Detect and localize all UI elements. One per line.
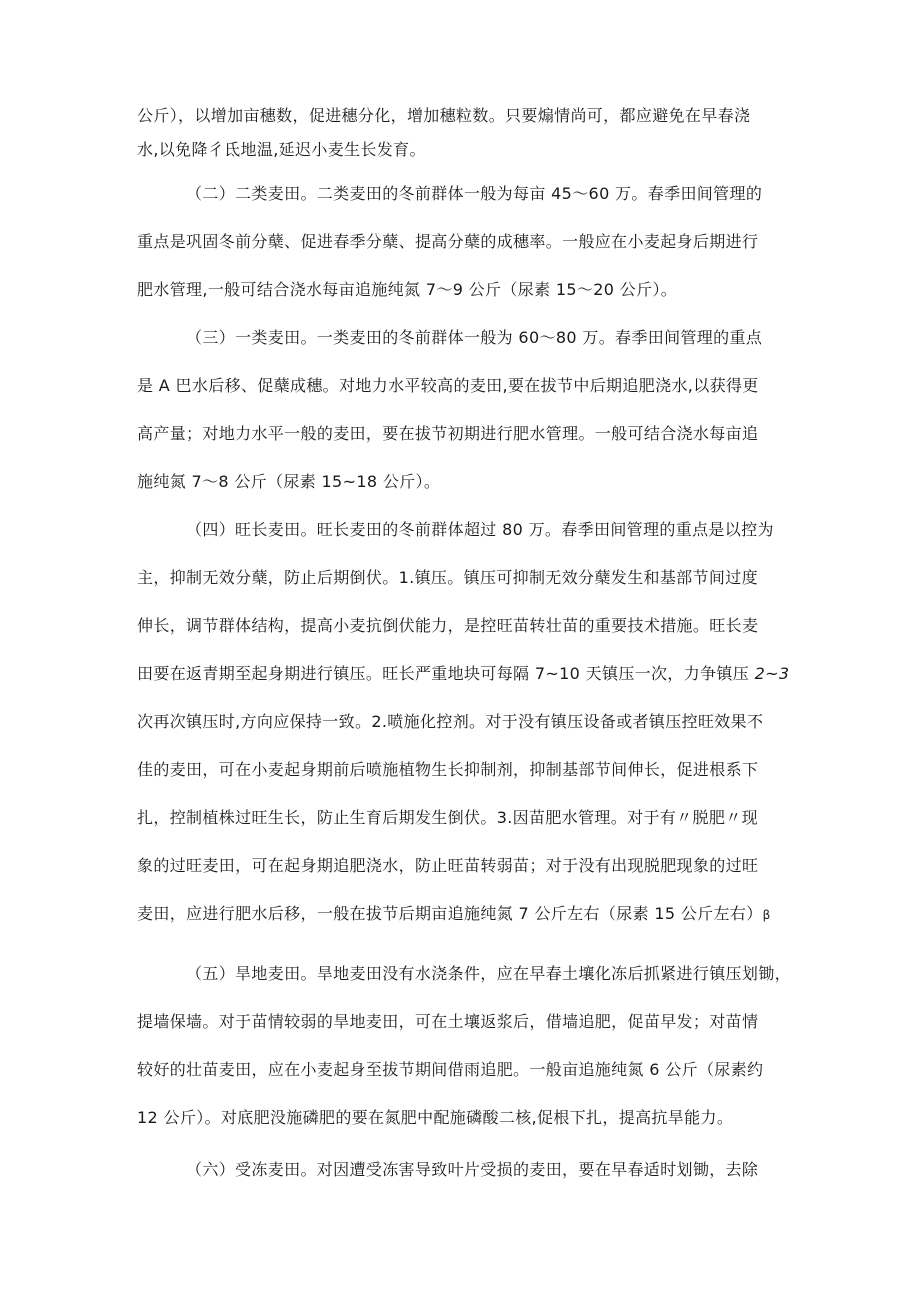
text-line: （五）旱地麦田。旱地麦田没有水浇条件，应在早春土壤化冻后抓紧进行镇压划锄， (186, 964, 791, 983)
text-line: 较好的壮苗麦田，应在小麦起身至拔节期间借雨追肥。一般亩追施纯氮 6 公斤（尿素约 (137, 1060, 764, 1079)
text-line: 次再次镇压时,方向应保持一致。2.喷施化控剂。对于没有镇压设备或者镇压控旺效果不 (137, 712, 764, 731)
text-line: 伸长，调节群体结构，提高小麦抗倒伏能力，是控旺苗转壮苗的重要技术措施。旺长麦 (137, 616, 759, 635)
text-line: 施纯氮 7～8 公斤（尿素 15~18 公斤）。 (137, 472, 441, 491)
text-line: 高产量；对地力水平一般的麦田，要在拔节初期进行肥水管理。一般可结合浇水每亩追 (137, 424, 759, 443)
text-line: 主，抑制无效分蘖，防止后期倒伏。1.镇压。镇压可抑制无效分蘖发生和基部节间过度 (137, 568, 758, 587)
italic-range: 2~3 (754, 664, 790, 683)
text-segment: 麦田，应进行肥水后移，一般在拔节后期亩追施纯氮 7 公斤左右（尿素 15 公斤左右） (137, 904, 763, 923)
text-line (137, 902, 787, 927)
text-line: 佳的麦田，可在小麦起身期前后喷施植物生长抑制剂，抑制基部节间伸长，促进根系下 (137, 760, 759, 779)
text-segment: 田要在返青期至起身期进行镇压。旺长严重地块可每隔 7~10 天镇压一次，力争镇压 (137, 664, 750, 683)
text-line (137, 662, 790, 686)
text-line: 水,以免降彳氐地温,延迟小麦生长发育。 (137, 140, 426, 159)
text-line: 肥水管理,一般可结合浇水每亩追施纯氮 7～9 公斤（尿素 15～20 公斤）。 (137, 280, 678, 299)
stray-char: β (762, 908, 771, 922)
text-line: 公斤），以增加亩穗数，促进穗分化，增加穗粒数。只要煽情尚可，都应避免在早春浇 (137, 106, 751, 125)
text-line: 重点是巩固冬前分蘖、促进春季分蘖、提高分蘖的成穗率。一般应在小麦起身后期进行 (137, 232, 759, 251)
text-line: 扎，控制植株过旺生长，防止生育后期发生倒伏。3.因苗肥水管理。对于有〃脱肥〃现 (137, 808, 758, 827)
text-line: 是 A 巴水后移、促蘖成穗。对地力水平较高的麦田,要在拔节中后期追肥浇水,以获得更 (137, 376, 759, 395)
text-line: （二）二类麦田。二类麦田的冬前群体一般为每亩 45～60 万。春季田间管理的 (186, 184, 763, 203)
text-line: 提墙保墙。对于苗情较弱的旱地麦田，可在土壤返浆后，借墙追肥，促苗早发；对苗情 (137, 1012, 759, 1031)
text-line: （四）旺长麦田。旺长麦田的冬前群体超过 80 万。春季田间管理的重点是以控为 (186, 520, 774, 539)
text-line: 12 公斤）。对底肥没施磷肥的要在氮肥中配施磷酸二核,促根下扎，提高抗旱能力。 (137, 1108, 734, 1127)
text-line: （三）一类麦田。一类麦田的冬前群体一般为 60～80 万。春季田间管理的重点 (186, 328, 763, 347)
text-line: 象的过旺麦田，可在起身期追肥浇水，防止旺苗转弱苗；对于没有出现脱肥现象的过旺 (137, 856, 759, 875)
text-line: （六）受冻麦田。对因遭受冻害导致叶片受损的麦田，要在早春适时划锄，去除 (186, 1160, 759, 1179)
